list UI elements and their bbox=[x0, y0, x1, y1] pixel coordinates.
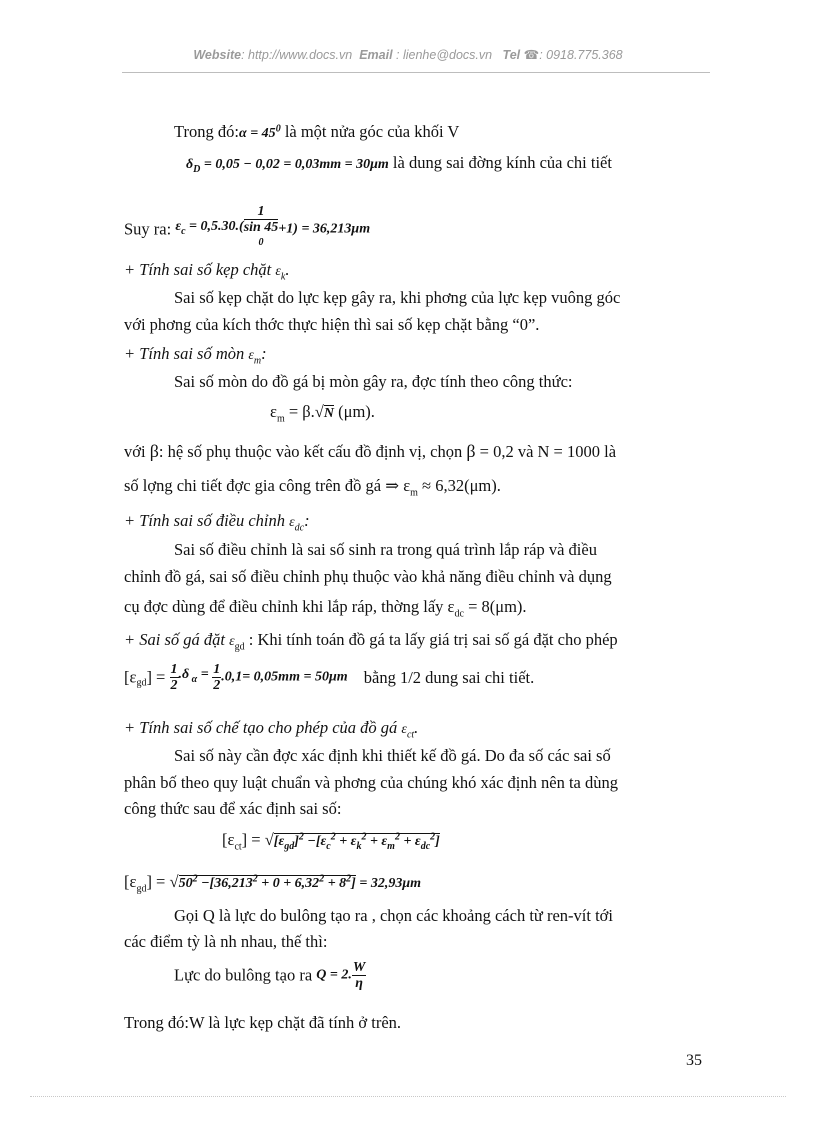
email-label: Email bbox=[359, 48, 393, 62]
t: 2 bbox=[319, 873, 325, 885]
t: 2 bbox=[298, 831, 304, 843]
fraction bbox=[170, 662, 179, 693]
formula-text: = 0,5.30.( bbox=[189, 218, 244, 234]
heading-dieu-chinh bbox=[124, 511, 310, 533]
t: + 8 bbox=[324, 876, 347, 891]
t: + ε bbox=[335, 834, 357, 849]
t: + 0 + 6,32 bbox=[257, 876, 320, 891]
formula-gd bbox=[124, 662, 534, 693]
heading-ga-dat bbox=[124, 630, 618, 652]
t: + ε bbox=[399, 834, 421, 849]
text-sub: m bbox=[410, 487, 418, 499]
text: ε bbox=[399, 476, 411, 495]
heading-end: . bbox=[414, 718, 419, 737]
website-label: Website bbox=[193, 48, 242, 62]
heading-end: : bbox=[304, 511, 310, 530]
heading-end: : bbox=[261, 344, 267, 363]
formula-gd-result bbox=[124, 872, 421, 894]
symbol-sub: gd bbox=[234, 641, 245, 653]
phone-icon: ☎ bbox=[523, 48, 540, 62]
text: = bbox=[197, 667, 213, 683]
text: : hệ số phụ thuộc vào kết cấu đồ định vị, chọn bbox=[158, 442, 467, 461]
formula-text: ] = bbox=[146, 872, 170, 891]
fraction-denominator: η bbox=[355, 976, 363, 991]
fraction-numerator: 1 bbox=[170, 662, 178, 677]
t: + ε bbox=[366, 834, 388, 849]
text: ≈ 6,32(μm). bbox=[417, 476, 501, 495]
formula-text: [ε bbox=[124, 667, 137, 687]
formula-text: .0,1= 0,05mm = 50μm bbox=[221, 669, 348, 685]
beta-symbol: β bbox=[466, 441, 476, 461]
formula-ct bbox=[222, 830, 440, 852]
heading-end: . bbox=[285, 260, 290, 279]
text: = 8(μm). bbox=[463, 597, 527, 616]
text: .δ bbox=[178, 667, 190, 683]
fraction bbox=[352, 960, 366, 991]
fraction bbox=[212, 662, 221, 693]
heading-mon bbox=[124, 344, 267, 366]
footer-divider bbox=[30, 1096, 786, 1097]
tel-value: : 0918.775.368 bbox=[539, 48, 623, 62]
t: 50 bbox=[178, 876, 193, 891]
fraction-denominator bbox=[244, 220, 279, 255]
symbol: ε bbox=[275, 264, 281, 279]
heading-kep-chat bbox=[124, 260, 290, 282]
sqrt-icon: √ bbox=[264, 830, 274, 849]
fraction-denominator: 2 bbox=[170, 678, 178, 693]
t: 2 bbox=[361, 831, 367, 843]
text-sub: α bbox=[189, 673, 198, 685]
text: là một nửa góc của khối V bbox=[284, 122, 460, 141]
formula-sub: ct bbox=[234, 841, 242, 853]
symbol-sub: ct bbox=[406, 729, 415, 741]
formula-text: ε bbox=[175, 218, 182, 234]
text: là dung sai đờng kính của chi tiết bbox=[392, 153, 612, 172]
formula-text: [ε bbox=[222, 830, 235, 849]
formula-sub: gd bbox=[136, 883, 147, 895]
heading-text: + Tính sai số kẹp chặt bbox=[124, 260, 276, 279]
formula-text: = 32,93μm bbox=[355, 876, 421, 891]
paragraph-line: phân bố theo quy luật chuẩn và phơng của chúng khó xác định nên ta dùng bbox=[124, 773, 618, 792]
symbol-sub: dc bbox=[454, 608, 464, 620]
paragraph-so-luong bbox=[124, 476, 501, 498]
formula-delta bbox=[186, 157, 389, 175]
website-value: : http://www.docs.vn bbox=[241, 48, 353, 62]
t: 2 bbox=[430, 831, 436, 843]
fraction-denominator: 2 bbox=[213, 678, 221, 693]
formula-sub: D bbox=[193, 163, 201, 175]
formula-text: Q = 2. bbox=[316, 967, 352, 983]
header-divider bbox=[122, 72, 710, 73]
heading-text: + Sai số gá đặt bbox=[124, 630, 230, 649]
t: c bbox=[326, 840, 331, 852]
text: Lực do bulông tạo ra bbox=[174, 965, 317, 985]
formula-text: ] = bbox=[146, 667, 170, 687]
paragraph-line: công thức sau để xác định sai số: bbox=[124, 799, 342, 818]
formula-text: = β. bbox=[284, 402, 315, 421]
t: ] bbox=[435, 834, 440, 849]
paragraph-line: chỉnh đồ gá, sai số điều chỉnh phụ thuộc vào khả năng điều chỉnh và dụng bbox=[124, 567, 612, 586]
fraction bbox=[244, 204, 279, 255]
t: ] bbox=[351, 876, 356, 891]
t: dc bbox=[420, 840, 431, 852]
t: m bbox=[387, 840, 395, 852]
implies-arrow-icon: ⇒ bbox=[385, 476, 400, 495]
tel-label: Tel bbox=[502, 48, 521, 62]
formula-text: = 0,05 − 0,02 = 0,03mm = 30μm bbox=[203, 157, 389, 172]
fraction-numerator: W bbox=[352, 960, 366, 975]
den-sup: 0 bbox=[258, 237, 264, 248]
sqrt-icon: √ bbox=[169, 872, 179, 891]
symbol: ε bbox=[289, 515, 295, 530]
beta-symbol: β bbox=[149, 441, 159, 461]
formula-text: +1) = 36,213μm bbox=[278, 221, 371, 237]
t: k bbox=[356, 840, 362, 852]
symbol-sub: m bbox=[253, 355, 262, 367]
line-suy-ra bbox=[124, 204, 370, 255]
heading-che-tao bbox=[124, 718, 418, 740]
text: Trong đó: bbox=[174, 122, 239, 141]
fraction-numerator: 1 bbox=[213, 662, 221, 677]
paragraph-line: Trong đó:W là lực kẹp chặt đã tính ở trên. bbox=[124, 1013, 402, 1032]
line-delta bbox=[186, 153, 612, 175]
text: bằng 1/2 dung sai chi tiết. bbox=[363, 667, 535, 687]
paragraph-line: Sai số mòn do đồ gá bị mòn gây ra, đợc tính theo công thức: bbox=[174, 372, 573, 391]
paragraph-line: Sai số này cần đợc xác định khi thiết kế đồ gá. Do đa số các sai số bbox=[174, 746, 611, 765]
formula-text: N bbox=[323, 406, 334, 421]
paragraph-line: các điểm tỳ là nh nhau, thế thì: bbox=[124, 932, 328, 951]
t: 2 bbox=[394, 831, 400, 843]
symbol: ε bbox=[401, 722, 407, 737]
email-value: : lienhe@docs.vn bbox=[396, 48, 493, 62]
den-text: sin 45 bbox=[243, 220, 279, 235]
paragraph-line: Sai số điều chỉnh là sai số sinh ra trong quá trình lắp ráp và điều bbox=[174, 540, 597, 559]
text: cụ đợc dùng để điều chỉnh khi lắp ráp, thờng lấy bbox=[124, 597, 448, 616]
t: −[ε bbox=[303, 834, 327, 849]
formula-text: [ε bbox=[124, 872, 137, 891]
heading-text: + Tính sai số chế tạo cho phép của đồ gá bbox=[124, 718, 402, 737]
paragraph-bulong bbox=[174, 960, 366, 991]
sqrt-icon: √ bbox=[314, 402, 324, 421]
page-number: 35 bbox=[686, 1052, 702, 1069]
t: 2 bbox=[330, 831, 336, 843]
text: với bbox=[124, 442, 150, 461]
t: gd bbox=[284, 840, 295, 852]
text: Suy ra: bbox=[124, 219, 172, 239]
radicand bbox=[179, 875, 356, 891]
formula-alpha bbox=[238, 123, 281, 141]
t: 2 bbox=[192, 873, 198, 885]
symbol-sub: dc bbox=[294, 522, 305, 534]
paragraph-line: Gọi Q là lực do bulông tạo ra , chọn các khoảng cách từ ren-vít tới bbox=[174, 906, 613, 925]
formula-sub: c bbox=[181, 225, 186, 237]
formula-sub: m bbox=[276, 413, 285, 425]
text: số lợng chi tiết đợc gia công trên đồ gá bbox=[124, 476, 386, 495]
paragraph-line: Sai số kẹp chặt do lực kẹp gây ra, khi phơng của lực kẹp vuông góc bbox=[174, 288, 621, 307]
formula-sub: gd bbox=[136, 677, 147, 689]
symbol-sub: k bbox=[280, 271, 286, 283]
t: [ε bbox=[273, 834, 285, 849]
text: : Khi tính toán đồ gá ta lấy giá trị sai số gá đặt cho phép bbox=[244, 630, 618, 649]
t: 2 bbox=[346, 873, 352, 885]
formula-text: α = 45 bbox=[238, 126, 276, 141]
symbol: ε bbox=[229, 634, 235, 649]
t: 2 bbox=[252, 873, 258, 885]
symbol: ε bbox=[248, 348, 254, 363]
heading-text: + Tính sai số mòn bbox=[124, 344, 249, 363]
paragraph-line: với phơng của kích thớc thực hiện thì sai số kẹp chặt bằng “0”. bbox=[124, 315, 540, 334]
symbol: ε bbox=[447, 597, 455, 616]
formula-text bbox=[178, 667, 213, 685]
fraction-numerator: 1 bbox=[244, 204, 279, 220]
t: ] bbox=[294, 834, 299, 849]
formula-text: (μm). bbox=[338, 402, 375, 421]
paragraph-line bbox=[124, 597, 527, 619]
heading-text: + Tính sai số điều chỉnh bbox=[124, 511, 290, 530]
text: = 0,2 và N = 1000 là bbox=[475, 442, 617, 461]
formula-text: δ bbox=[186, 157, 194, 172]
formula-epsilon-m bbox=[270, 402, 375, 424]
paragraph-beta bbox=[124, 441, 616, 462]
page-header bbox=[0, 47, 816, 62]
line-alpha bbox=[174, 122, 459, 142]
t: −[36,213 bbox=[197, 876, 253, 891]
radicand bbox=[273, 831, 440, 852]
formula-text: ε bbox=[270, 402, 277, 421]
formula-text: ] = bbox=[241, 830, 265, 849]
formula-sup: 0 bbox=[275, 123, 281, 135]
formula-epsilon-c bbox=[175, 218, 244, 237]
